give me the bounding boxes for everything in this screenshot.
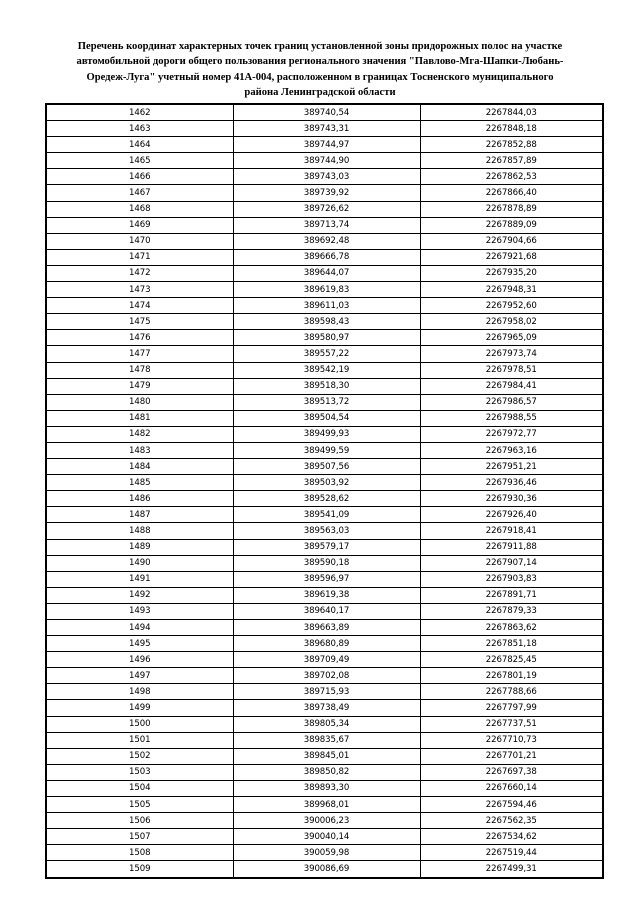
y-coordinate-cell: 2267852,88 — [420, 137, 603, 153]
x-coordinate-cell: 389805,34 — [233, 716, 420, 732]
point-number-cell: 1477 — [46, 346, 233, 362]
y-coordinate-cell: 2267788,66 — [420, 684, 603, 700]
x-coordinate-cell: 389702,08 — [233, 668, 420, 684]
point-number-cell: 1481 — [46, 410, 233, 426]
x-coordinate-cell: 389709,49 — [233, 652, 420, 668]
point-number-cell: 1484 — [46, 459, 233, 475]
x-coordinate-cell: 389513,72 — [233, 394, 420, 410]
y-coordinate-cell: 2267879,33 — [420, 603, 603, 619]
table-row — [46, 813, 603, 829]
x-coordinate-cell: 389739,92 — [233, 185, 420, 201]
point-number-cell: 1466 — [46, 169, 233, 185]
coordinates-table-body — [46, 104, 603, 878]
point-number-cell: 1507 — [46, 829, 233, 845]
table-row — [46, 845, 603, 861]
x-coordinate-cell: 389850,82 — [233, 764, 420, 780]
x-coordinate-cell: 390059,98 — [233, 845, 420, 861]
y-coordinate-cell: 2267926,40 — [420, 507, 603, 523]
x-coordinate-cell: 389740,54 — [233, 104, 420, 121]
y-coordinate-cell: 2267973,74 — [420, 346, 603, 362]
x-coordinate-cell: 389644,07 — [233, 265, 420, 281]
y-coordinate-cell: 2267891,71 — [420, 587, 603, 603]
table-row — [46, 459, 603, 475]
y-coordinate-cell: 2267519,44 — [420, 845, 603, 861]
table-row — [46, 137, 603, 153]
table-row — [46, 780, 603, 796]
y-coordinate-cell: 2267951,21 — [420, 459, 603, 475]
table-row — [46, 442, 603, 458]
y-coordinate-cell: 2267952,60 — [420, 298, 603, 314]
title-line: автомобильной дороги общего пользования регионального значения "Павлово-Мга-Шапки-Любань- — [76, 56, 564, 68]
point-number-cell: 1490 — [46, 555, 233, 571]
point-number-cell: 1478 — [46, 362, 233, 378]
point-number-cell: 1485 — [46, 475, 233, 491]
point-number-cell: 1496 — [46, 652, 233, 668]
y-coordinate-cell: 2267851,18 — [420, 636, 603, 652]
x-coordinate-cell: 389507,56 — [233, 459, 420, 475]
point-number-cell: 1500 — [46, 716, 233, 732]
table-row — [46, 668, 603, 684]
table-row — [46, 104, 603, 121]
table-row — [46, 394, 603, 410]
x-coordinate-cell: 389504,54 — [233, 410, 420, 426]
y-coordinate-cell: 2267889,09 — [420, 217, 603, 233]
table-row — [46, 426, 603, 442]
point-number-cell: 1470 — [46, 233, 233, 249]
point-number-cell: 1489 — [46, 539, 233, 555]
table-row — [46, 797, 603, 813]
table-row — [46, 764, 603, 780]
x-coordinate-cell: 389666,78 — [233, 249, 420, 265]
y-coordinate-cell: 2267963,16 — [420, 442, 603, 458]
y-coordinate-cell: 2267984,41 — [420, 378, 603, 394]
y-coordinate-cell: 2267862,53 — [420, 169, 603, 185]
y-coordinate-cell: 2267978,51 — [420, 362, 603, 378]
y-coordinate-cell: 2267904,66 — [420, 233, 603, 249]
y-coordinate-cell: 2267930,36 — [420, 491, 603, 507]
x-coordinate-cell: 389580,97 — [233, 330, 420, 346]
table-row — [46, 571, 603, 587]
point-number-cell: 1471 — [46, 249, 233, 265]
y-coordinate-cell: 2267918,41 — [420, 523, 603, 539]
y-coordinate-cell: 2267844,03 — [420, 104, 603, 121]
x-coordinate-cell: 389845,01 — [233, 748, 420, 764]
y-coordinate-cell: 2267825,45 — [420, 652, 603, 668]
point-number-cell: 1462 — [46, 104, 233, 121]
x-coordinate-cell: 389715,93 — [233, 684, 420, 700]
x-coordinate-cell: 389692,48 — [233, 233, 420, 249]
x-coordinate-cell: 389611,03 — [233, 298, 420, 314]
point-number-cell: 1506 — [46, 813, 233, 829]
point-number-cell: 1483 — [46, 442, 233, 458]
table-row — [46, 233, 603, 249]
table-row — [46, 265, 603, 281]
table-row — [46, 861, 603, 878]
point-number-cell: 1486 — [46, 491, 233, 507]
y-coordinate-cell: 2267848,18 — [420, 121, 603, 137]
point-number-cell: 1474 — [46, 298, 233, 314]
point-number-cell: 1499 — [46, 700, 233, 716]
x-coordinate-cell: 389619,83 — [233, 282, 420, 298]
x-coordinate-cell: 389557,22 — [233, 346, 420, 362]
y-coordinate-cell: 2267701,21 — [420, 748, 603, 764]
table-row — [46, 652, 603, 668]
point-number-cell: 1498 — [46, 684, 233, 700]
point-number-cell: 1473 — [46, 282, 233, 298]
coordinates-table — [45, 103, 604, 879]
point-number-cell: 1501 — [46, 732, 233, 748]
x-coordinate-cell: 389579,17 — [233, 539, 420, 555]
point-number-cell: 1463 — [46, 121, 233, 137]
y-coordinate-cell: 2267935,20 — [420, 265, 603, 281]
table-row — [46, 217, 603, 233]
table-row — [46, 330, 603, 346]
x-coordinate-cell: 390086,69 — [233, 861, 420, 878]
x-coordinate-cell: 390040,14 — [233, 829, 420, 845]
y-coordinate-cell: 2267903,83 — [420, 571, 603, 587]
point-number-cell: 1482 — [46, 426, 233, 442]
table-row — [46, 555, 603, 571]
y-coordinate-cell: 2267965,09 — [420, 330, 603, 346]
table-row — [46, 684, 603, 700]
y-coordinate-cell: 2267737,51 — [420, 716, 603, 732]
y-coordinate-cell: 2267986,57 — [420, 394, 603, 410]
x-coordinate-cell: 389640,17 — [233, 603, 420, 619]
x-coordinate-cell: 389713,74 — [233, 217, 420, 233]
x-coordinate-cell: 389743,31 — [233, 121, 420, 137]
table-row — [46, 491, 603, 507]
table-row — [46, 716, 603, 732]
x-coordinate-cell: 389590,18 — [233, 555, 420, 571]
y-coordinate-cell: 2267866,40 — [420, 185, 603, 201]
table-row — [46, 314, 603, 330]
y-coordinate-cell: 2267562,35 — [420, 813, 603, 829]
point-number-cell: 1504 — [46, 780, 233, 796]
x-coordinate-cell: 389663,89 — [233, 620, 420, 636]
y-coordinate-cell: 2267499,31 — [420, 861, 603, 878]
table-row — [46, 346, 603, 362]
x-coordinate-cell: 389499,59 — [233, 442, 420, 458]
point-number-cell: 1487 — [46, 507, 233, 523]
x-coordinate-cell: 389528,62 — [233, 491, 420, 507]
point-number-cell: 1469 — [46, 217, 233, 233]
point-number-cell: 1468 — [46, 201, 233, 217]
table-row — [46, 507, 603, 523]
y-coordinate-cell: 2267710,73 — [420, 732, 603, 748]
table-row — [46, 298, 603, 314]
table-row — [46, 410, 603, 426]
y-coordinate-cell: 2267797,99 — [420, 700, 603, 716]
y-coordinate-cell: 2267936,46 — [420, 475, 603, 491]
table-row — [46, 282, 603, 298]
table-row — [46, 523, 603, 539]
y-coordinate-cell: 2267534,62 — [420, 829, 603, 845]
point-number-cell: 1495 — [46, 636, 233, 652]
x-coordinate-cell: 389503,92 — [233, 475, 420, 491]
point-number-cell: 1491 — [46, 571, 233, 587]
table-row — [46, 249, 603, 265]
point-number-cell: 1505 — [46, 797, 233, 813]
point-number-cell: 1465 — [46, 153, 233, 169]
point-number-cell: 1509 — [46, 861, 233, 878]
x-coordinate-cell: 389598,43 — [233, 314, 420, 330]
x-coordinate-cell: 389596,97 — [233, 571, 420, 587]
y-coordinate-cell: 2267921,68 — [420, 249, 603, 265]
table-row — [46, 539, 603, 555]
y-coordinate-cell: 2267907,14 — [420, 555, 603, 571]
table-row — [46, 475, 603, 491]
table-row — [46, 587, 603, 603]
point-number-cell: 1479 — [46, 378, 233, 394]
point-number-cell: 1503 — [46, 764, 233, 780]
x-coordinate-cell: 389541,09 — [233, 507, 420, 523]
y-coordinate-cell: 2267801,19 — [420, 668, 603, 684]
x-coordinate-cell: 389738,49 — [233, 700, 420, 716]
point-number-cell: 1480 — [46, 394, 233, 410]
table-row — [46, 121, 603, 137]
table-row — [46, 185, 603, 201]
point-number-cell: 1492 — [46, 587, 233, 603]
x-coordinate-cell: 389744,90 — [233, 153, 420, 169]
y-coordinate-cell: 2267697,38 — [420, 764, 603, 780]
table-row — [46, 153, 603, 169]
point-number-cell: 1494 — [46, 620, 233, 636]
x-coordinate-cell: 389619,38 — [233, 587, 420, 603]
point-number-cell: 1464 — [46, 137, 233, 153]
table-row — [46, 378, 603, 394]
table-row — [46, 362, 603, 378]
y-coordinate-cell: 2267857,89 — [420, 153, 603, 169]
y-coordinate-cell: 2267972,77 — [420, 426, 603, 442]
x-coordinate-cell: 389744,97 — [233, 137, 420, 153]
table-row — [46, 603, 603, 619]
title-line: Оредеж-Луга" учетный номер 41А-004, расположенном в границах Тосненского муниципального — [86, 71, 554, 83]
point-number-cell: 1493 — [46, 603, 233, 619]
y-coordinate-cell: 2267863,62 — [420, 620, 603, 636]
y-coordinate-cell: 2267594,46 — [420, 797, 603, 813]
y-coordinate-cell: 2267878,89 — [420, 201, 603, 217]
x-coordinate-cell: 389499,93 — [233, 426, 420, 442]
document-title — [40, 39, 600, 101]
x-coordinate-cell: 389563,03 — [233, 523, 420, 539]
table-row — [46, 748, 603, 764]
y-coordinate-cell: 2267660,14 — [420, 780, 603, 796]
point-number-cell: 1467 — [46, 185, 233, 201]
point-number-cell: 1475 — [46, 314, 233, 330]
x-coordinate-cell: 389726,62 — [233, 201, 420, 217]
x-coordinate-cell: 389835,67 — [233, 732, 420, 748]
point-number-cell: 1476 — [46, 330, 233, 346]
x-coordinate-cell: 389893,30 — [233, 780, 420, 796]
table-row — [46, 636, 603, 652]
point-number-cell: 1502 — [46, 748, 233, 764]
table-row — [46, 169, 603, 185]
y-coordinate-cell: 2267958,02 — [420, 314, 603, 330]
x-coordinate-cell: 389518,30 — [233, 378, 420, 394]
table-row — [46, 700, 603, 716]
point-number-cell: 1508 — [46, 845, 233, 861]
x-coordinate-cell: 389743,03 — [233, 169, 420, 185]
table-row — [46, 732, 603, 748]
y-coordinate-cell: 2267988,55 — [420, 410, 603, 426]
title-line: района Ленинградской области — [244, 87, 396, 99]
x-coordinate-cell: 389680,89 — [233, 636, 420, 652]
table-row — [46, 620, 603, 636]
point-number-cell: 1488 — [46, 523, 233, 539]
point-number-cell: 1472 — [46, 265, 233, 281]
table-row — [46, 201, 603, 217]
y-coordinate-cell: 2267948,31 — [420, 282, 603, 298]
x-coordinate-cell: 390006,23 — [233, 813, 420, 829]
y-coordinate-cell: 2267911,88 — [420, 539, 603, 555]
title-line: Перечень координат характерных точек границ установленной зоны придорожных полос на участке — [77, 41, 563, 52]
table-row — [46, 829, 603, 845]
x-coordinate-cell: 389542,19 — [233, 362, 420, 378]
x-coordinate-cell: 389968,01 — [233, 797, 420, 813]
point-number-cell: 1497 — [46, 668, 233, 684]
